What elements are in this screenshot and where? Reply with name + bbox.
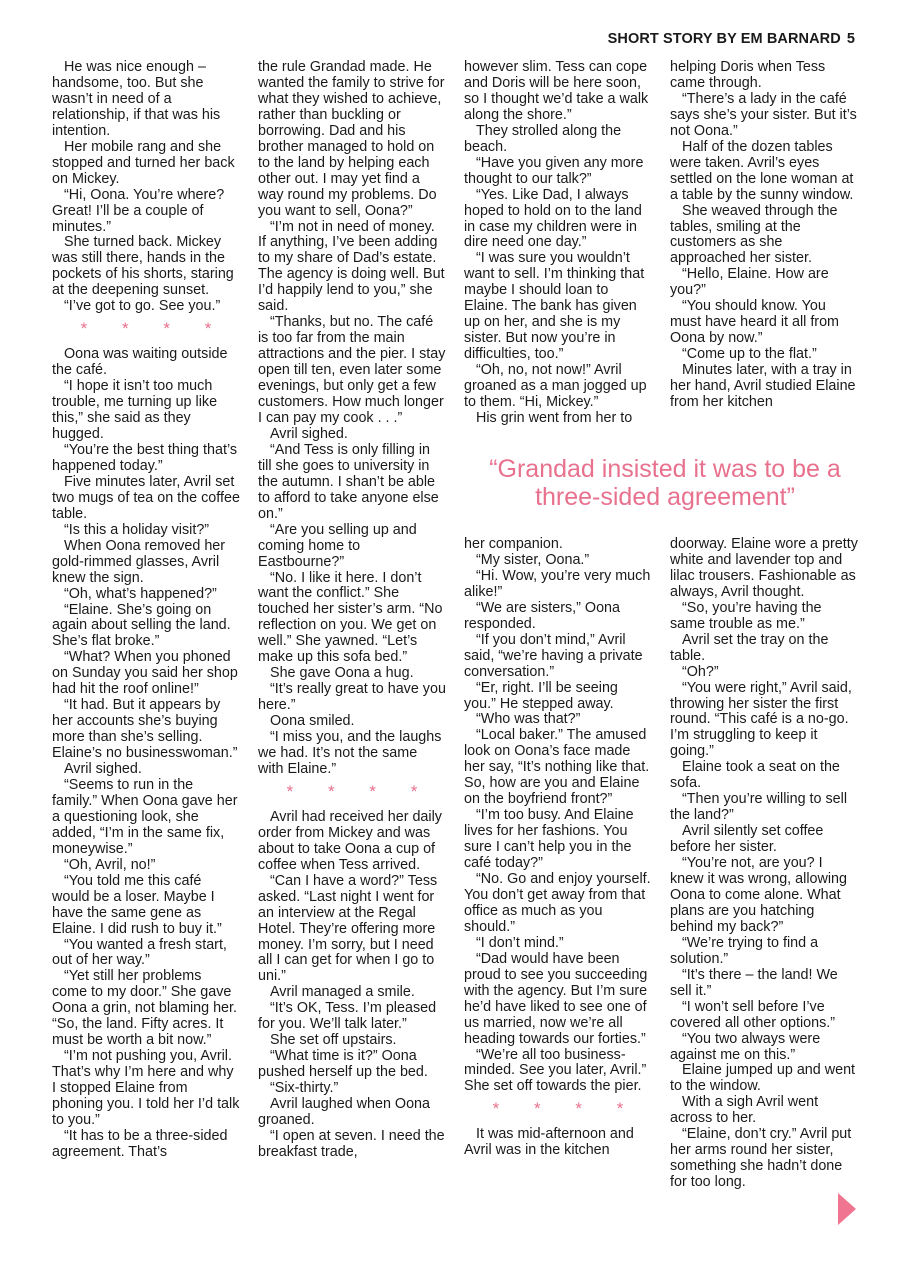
paragraph: “Er, right. I’ll be seeing you.” He stepped away. bbox=[464, 679, 618, 712]
paragraph: “Yet still her problems come to my door.” She gave Oona a grin, not blaming her. “So, the land. Fifty acres. It must be worth a bit now.” bbox=[52, 968, 237, 1049]
paragraph: She turned back. Mickey was still there, hands in the pockets of his shorts, staring at the deepening sunset. bbox=[52, 234, 234, 299]
paragraph: Half of the dozen tables were taken. Avril’s eyes settled on the lone woman at a table by the sunny window. bbox=[670, 138, 854, 203]
paragraph: “I hope it isn’t too much trouble, me turning up like this,” she said as they hugged. bbox=[52, 378, 218, 443]
paragraph: “I’m too busy. And Elaine lives for her fashions. You sure I can’t help you in the café today?” bbox=[464, 807, 634, 872]
paragraph: the rule Grandad made. He wanted the family to strive for what they wished to achieve, rather than buckling or borrowing. Dad and his brother managed to hold on to the land by helping each other out. I may yet find a way round my problems. Do you want to sell, Oona?” bbox=[258, 59, 445, 219]
paragraph: “It has to be a three-sided agreement. That’s bbox=[52, 1127, 228, 1160]
paragraph: “My sister, Oona.” bbox=[476, 551, 590, 568]
paragraph: helping Doris when Tess came through. bbox=[670, 59, 826, 91]
paragraph: “Are you selling up and coming home to Eastbourne?” bbox=[258, 521, 417, 570]
paragraph: With a sigh Avril went across to her. bbox=[670, 1094, 819, 1127]
paragraph: “Who was that?” bbox=[476, 711, 581, 728]
paragraph: Oona smiled. bbox=[270, 713, 355, 730]
paragraph: He was nice enough – handsome, too. But she wasn’t in need of a relationship, if that was his intention. bbox=[52, 59, 221, 139]
paragraph: “Elaine, don’t cry.” Avril put her arms round her sister, something she hadn’t done for too long. bbox=[670, 1126, 852, 1191]
paragraph: “I open at seven. I need the breakfast trade, bbox=[258, 1127, 445, 1160]
paragraph: “Hi. Wow, you’re very much alike!” bbox=[464, 567, 651, 600]
paragraph: “Six-thirty.” bbox=[270, 1080, 339, 1097]
paragraph: She gave Oona a hug. bbox=[270, 665, 414, 682]
paragraph: It was mid-afternoon and Avril was in the kitchen bbox=[464, 1126, 634, 1159]
paragraph: “Hi, Oona. You’re where? Great! I’ll be a couple of minutes.” bbox=[52, 186, 225, 235]
story-byline: SHORT STORY BY EM BARNARD bbox=[607, 31, 841, 47]
paragraph: Avril had received her daily order from Mickey and was about to take Oona a cup of coffee when Tess arrived. bbox=[258, 808, 442, 873]
paragraph: “So, you’re having the same trouble as me.” bbox=[670, 599, 822, 632]
paragraph: Minutes later, with a tray in her hand, Avril studied Elaine from her kitchen bbox=[670, 362, 856, 411]
paragraph: Avril laughed when Oona groaned. bbox=[258, 1096, 431, 1128]
paragraph: When Oona removed her gold-rimmed glasses, Avril knew the sign. bbox=[52, 537, 226, 586]
paragraph: “Hello, Elaine. How are you?” bbox=[670, 266, 829, 299]
paragraph: “No. Go and enjoy yourself. You don’t get away from that office as much as you should.” bbox=[464, 871, 651, 935]
paragraph: “We are sisters,” Oona responded. bbox=[464, 599, 621, 632]
paragraph: “I don’t mind.” bbox=[476, 934, 564, 951]
paragraph: “I’m not pushing you, Avril. That’s why I’m here and why I stopped Elaine from phoning you. I told her I’d talk to you.” bbox=[52, 1048, 240, 1128]
paragraph: “Oh?” bbox=[682, 663, 719, 680]
page-number: 5 bbox=[846, 31, 855, 47]
paragraph: “I was sure you wouldn’t want to sell. I’m thinking that maybe I should loan to Elaine. The bank has given up on her, and she is my sister. But now you’re in difficulties, too.” bbox=[464, 250, 645, 363]
paragraph: however slim. Tess can cope and Doris will be here soon, so I thought we’d take a walk along the shore.” bbox=[464, 59, 649, 123]
paragraph: “You two always were against me on this.” bbox=[670, 1030, 821, 1063]
paragraph: “I’ve got to go. See you.” bbox=[64, 298, 221, 315]
paragraph: “Then you’re willing to sell the land?” bbox=[670, 791, 848, 824]
paragraph: “You’re not, are you? I knew it was wrong, allowing Oona to come alone. What plans are you hatching behind my back?” bbox=[670, 855, 847, 935]
paragraph: her companion. bbox=[464, 536, 563, 552]
paragraph: They strolled along the beach. bbox=[464, 122, 622, 155]
paragraph: “And Tess is only filling in till she goes to university in the autumn. I shan’t be able to afford to take anyone else on.” bbox=[258, 441, 439, 522]
paragraph: “Elaine. She’s going on again about selling the land. She’s flat broke.” bbox=[52, 601, 231, 650]
text-column-4-bottom bbox=[670, 537, 858, 1191]
paragraph: Avril sighed. bbox=[64, 761, 142, 778]
paragraph: “I miss you, and the laughs we had. It’s not the same with Elaine.” bbox=[258, 729, 442, 777]
paragraph: Avril set the tray on the table. bbox=[670, 631, 829, 664]
paragraph: “You wanted a fresh start, out of her way.” bbox=[52, 936, 227, 969]
paragraph: “It’s really great to have you here.” bbox=[258, 681, 446, 714]
text-column-3-bottom bbox=[464, 537, 652, 1159]
paragraph: “It had. But it appears by her accounts she’s buying more than she’s selling. Elaine’s no businesswoman.” bbox=[52, 697, 238, 762]
paragraph: “It’s OK, Tess. I’m pleased for you. We’ll talk later.” bbox=[258, 1000, 437, 1033]
page-header bbox=[608, 31, 855, 47]
paragraph: “It’s there – the land! We sell it.” bbox=[670, 966, 838, 999]
paragraph: “You were right,” Avril said, throwing her sister the first round. “This café is a no-go. I’m struggling to keep it going.” bbox=[670, 679, 852, 760]
paragraph: She weaved through the tables, smiling at the customers as she approached her sister. bbox=[670, 202, 838, 267]
section-break: * * * * bbox=[492, 1099, 639, 1119]
paragraph: “You’re the best thing that’s happened today.” bbox=[52, 441, 238, 474]
paragraph: Avril sighed. bbox=[270, 425, 348, 442]
paragraph: “We’re trying to find a solution.” bbox=[670, 934, 819, 967]
paragraph: “What time is it?” Oona pushed herself up the bed. bbox=[258, 1048, 428, 1081]
paragraph: “Can I have a word?” Tess asked. “Last night I went for an interview at the Regal Hotel. They’re offering more money. I’m sorry, but I need all I can get for when I go to uni.” bbox=[258, 872, 438, 985]
paragraph: Her mobile rang and she stopped and turned her back on Mickey. bbox=[52, 138, 235, 187]
paragraph: “You told me this café would be a loser. Maybe I have the same gene as Elaine. I did rush to buy it.” bbox=[52, 872, 222, 937]
paragraph: “Dad would have been proud to see you succeeding with the agency. But I’m sure he’d have liked to see one of us married, now we’re all heading towards our forties.” bbox=[464, 950, 648, 1047]
paragraph: Elaine took a seat on the sofa. bbox=[670, 759, 840, 792]
section-break: * * * * bbox=[80, 319, 227, 339]
paragraph: “Have you given any more thought to our talk?” bbox=[464, 154, 644, 187]
paragraph: “There’s a lady in the café says she’s your sister. But it’s not Oona.” bbox=[670, 90, 857, 139]
paragraph: Oona was waiting outside the café. bbox=[52, 346, 228, 379]
section-break: * * * * bbox=[286, 781, 433, 801]
paragraph: doorway. Elaine wore a pretty white and lavender top and lilac trousers. Fashionable as always, Avril thought. bbox=[670, 536, 858, 600]
paragraph: Avril managed a smile. bbox=[270, 984, 415, 1001]
pull-quote: “Grandad insisted it was to be a three-sided agreement” bbox=[489, 455, 841, 511]
paragraph: “I’m not in need of money. If anything, I’ve been adding to my share of Dad’s estate. The agency is doing well. But I’d happily lend to you,” she said. bbox=[258, 218, 445, 315]
paragraph: She set off upstairs. bbox=[270, 1032, 397, 1049]
paragraph: “Come up to the flat.” bbox=[682, 346, 817, 363]
text-column-2 bbox=[258, 60, 446, 1161]
continue-arrow-icon[interactable] bbox=[838, 1193, 856, 1225]
paragraph: “Oh, no, not now!” Avril groaned as a man jogged up to them. “Hi, Mickey.” bbox=[464, 362, 647, 411]
paragraph: Elaine jumped up and went to the window. bbox=[670, 1062, 856, 1095]
paragraph: “Oh, what’s happened?” bbox=[64, 585, 217, 602]
paragraph: “Is this a holiday visit?” bbox=[64, 521, 210, 538]
paragraph: “Seems to run in the family.” When Oona gave her a questioning look, she added, “I’m in the same fix, moneywise.” bbox=[52, 776, 238, 857]
paragraph: Avril silently set coffee before her sister. bbox=[670, 823, 824, 856]
paragraph: “Oh, Avril, no!” bbox=[64, 856, 156, 873]
paragraph: “You should know. You must have heard it all from Oona by now.” bbox=[670, 298, 840, 347]
paragraph: “I won’t sell before I’ve covered all other options.” bbox=[670, 998, 836, 1031]
text-column-4-top bbox=[670, 60, 858, 411]
text-column-1 bbox=[52, 60, 240, 1161]
paragraph: His grin went from her to bbox=[476, 409, 633, 426]
paragraph: “Local baker.” The amused look on Oona’s face made her say, “It’s nothing like that. So, how are you and Elaine on the boyfriend front?” bbox=[464, 727, 650, 808]
paragraph: “Thanks, but no. The café is too far from the main attractions and the pier. I stay open till ten, even later some evenings, but only get a few customers. How much longer I can pay my cook . . .” bbox=[258, 314, 446, 426]
paragraph: “If you don’t mind,” Avril said, “we’re having a private conversation.” bbox=[464, 631, 643, 680]
paragraph: “Yes. Like Dad, I always hoped to hold on to the land in case my children were in dire need one day.” bbox=[464, 186, 642, 251]
paragraph: “No. I like it here. I don’t want the conflict.” She touched her sister’s arm. “No reflection on you. We get on well.” She yawned. “Let’s make up this sofa bed.” bbox=[258, 569, 443, 666]
paragraph: Five minutes later, Avril set two mugs of tea on the coffee table. bbox=[52, 473, 240, 522]
text-column-3-top bbox=[464, 60, 652, 427]
paragraph: “We’re all too business-minded. See you later, Avril.” She set off towards the pier. bbox=[464, 1046, 647, 1095]
paragraph: “What? When you phoned on Sunday you said her shop had hit the roof online!” bbox=[52, 649, 238, 698]
